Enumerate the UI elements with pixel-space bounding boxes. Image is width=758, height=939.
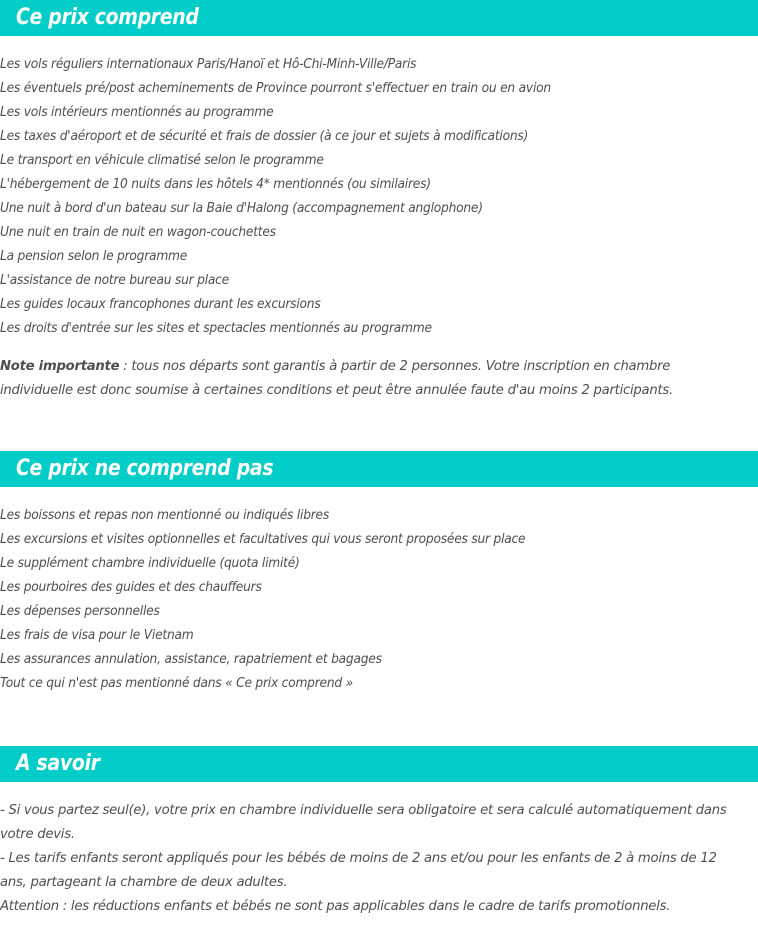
list-item: Les droits d'entrée sur les sites et spectacles mentionnés au programme	[0, 321, 432, 336]
list-item: L'assistance de notre bureau sur place	[0, 273, 229, 288]
list-item: Les excursions et visites optionnelles et facultatives qui vous seront proposées sur place	[0, 532, 526, 547]
spacer	[0, 36, 758, 53]
section-header-ce-prix-comprend	[0, 0, 758, 36]
list-item: Les pourboires des guides et des chauffeurs	[0, 580, 262, 595]
section-body-a-savoir	[0, 799, 758, 919]
section-title-ce-prix-comprend: Ce prix comprend	[16, 5, 199, 30]
info-paragraph: Attention : les réductions enfants et bébés ne sont pas applicables dans le cadre de tarifs promotionnels.	[0, 899, 671, 914]
spacer	[0, 403, 758, 451]
list-item: Les frais de visa pour le Vietnam	[0, 628, 194, 643]
important-note	[0, 355, 744, 403]
list-item: Tout ce qui n'est pas mentionné dans « Ce prix comprend »	[0, 676, 353, 691]
list-item: Les éventuels pré/post acheminements de Province pourront s'effectuer en train ou en avion	[0, 81, 551, 96]
section-title-ce-prix-ne-comprend-pas: Ce prix ne comprend pas	[16, 456, 274, 481]
list-item: Les assurances annulation, assistance, rapatriement et bagages	[0, 652, 382, 667]
important-note-label: Note importante	[0, 359, 120, 374]
exclusion-list	[0, 504, 744, 696]
list-item: Les dépenses personnelles	[0, 604, 160, 619]
list-item: Le supplément chambre individuelle (quota limité)	[0, 556, 300, 571]
list-item: Les guides locaux francophones durant les excursions	[0, 297, 321, 312]
section-header-a-savoir	[0, 746, 758, 782]
list-item: Les vols intérieurs mentionnés au programme	[0, 105, 274, 120]
list-item: Une nuit en train de nuit en wagon-couchettes	[0, 225, 276, 240]
list-item: Les vols réguliers internationaux Paris/Hanoï et Hô-Chi-Minh-Ville/Paris	[0, 57, 417, 72]
spacer	[0, 782, 758, 799]
spacer	[0, 341, 744, 355]
list-item: Les taxes d'aéroport et de sécurité et frais de dossier (à ce jour et sujets à modifications)	[0, 129, 529, 144]
info-paragraph: - Les tarifs enfants seront appliqués pour les bébés de moins de 2 ans et/ou pour les enfants de 2 à moins de 12 ans, partageant la chambre de deux adultes.	[0, 851, 717, 890]
section-title-a-savoir: A savoir	[16, 751, 100, 776]
list-item: Les boissons et repas non mentionné ou indiqués libres	[0, 508, 330, 523]
spacer	[0, 487, 758, 504]
spacer	[0, 696, 758, 746]
list-item: Le transport en véhicule climatisé selon le programme	[0, 153, 324, 168]
inclusion-list	[0, 53, 744, 341]
section-body-ce-prix-comprend	[0, 53, 758, 403]
important-note-text: : tous nos départs sont garantis à partir de 2 personnes. Votre inscription en chambre individuelle est donc soumise à certaines conditions et peut être annulée faute d'au moins 2 participants.	[0, 359, 673, 398]
list-item: L'hébergement de 10 nuits dans les hôtels 4* mentionnés (ou similaires)	[0, 177, 431, 192]
list-item: Une nuit à bord d'un bateau sur la Baie d'Halong (accompagnement anglophone)	[0, 201, 483, 216]
section-body-ce-prix-ne-comprend-pas	[0, 504, 758, 696]
list-item: La pension selon le programme	[0, 249, 188, 264]
info-paragraph: - Si vous partez seul(e), votre prix en chambre individuelle sera obligatoire et sera calculé automatiquement dans votre devis.	[0, 803, 727, 842]
section-header-ce-prix-ne-comprend-pas	[0, 451, 758, 487]
